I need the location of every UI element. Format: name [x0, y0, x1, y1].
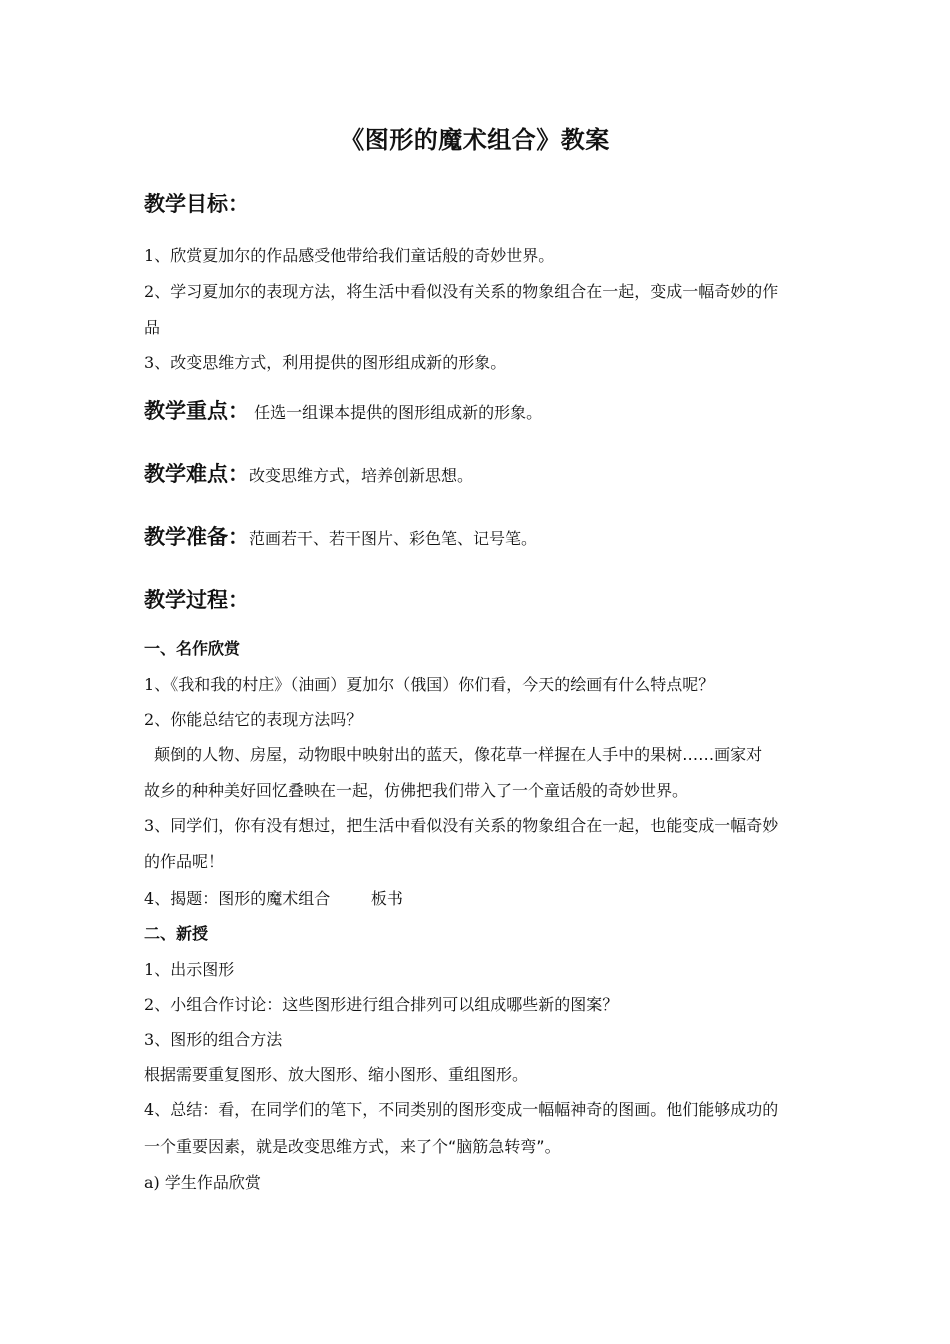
objectives-heading: 教学目标： [144, 192, 249, 216]
document-title: 《图形的魔术组合》教案 [340, 126, 610, 154]
section1-line: 故乡的种种美好回忆叠映在一起，仿佛把我们带入了一个童话般的奇妙世界。 [144, 781, 689, 800]
section2-line: 3、图形的组合方法 [144, 1030, 283, 1049]
difficulty-row [144, 458, 473, 492]
difficulty-text: 改变思维方式，培养创新思想。 [249, 466, 474, 485]
section2-line: 根据需要重复图形、放大图形、缩小图形、重组图形。 [144, 1065, 529, 1084]
preparation-text: 范画若干、若干图片、彩色笔、记号笔。 [249, 529, 538, 548]
section1-line: 4、揭题：图形的魔术组合 板书 [144, 889, 403, 908]
section1-line: 的作品呢！ [144, 852, 225, 871]
section2-line: 一个重要因素，就是改变思维方式，来了个“脑筋急转弯”。 [144, 1137, 561, 1156]
preparation-heading: 教学准备： [144, 525, 249, 549]
difficulty-heading: 教学难点： [144, 462, 249, 486]
section1-heading: 一、名作欣赏 [144, 639, 241, 658]
section2-line: 2、小组合作讨论：这些图形进行组合排列可以组成哪些新的图案？ [144, 995, 619, 1014]
key-point-row [144, 395, 542, 429]
section1-line: 1、《我和我的村庄》（油画）夏加尔（俄国）你们看，今天的绘画有什么特点呢？ [144, 675, 715, 694]
preparation-row [144, 521, 537, 555]
objective-item: 1、欣赏夏加尔的作品感受他带给我们童话般的奇妙世界。 [144, 246, 555, 265]
section2-heading: 二、新授 [144, 924, 209, 943]
section2-line: 1、出示图形 [144, 960, 235, 979]
objective-item-continuation: 品 [144, 318, 161, 337]
section2-line: a) 学生作品欣赏 [144, 1173, 261, 1192]
objective-item: 3、改变思维方式，利用提供的图形组成新的形象。 [144, 353, 507, 372]
objective-item: 2、学习夏加尔的表现方法，将生活中看似没有关系的物象组合在一起，变成一幅奇妙的作 [144, 282, 779, 301]
section2-line: 4、总结：看，在同学们的笔下，不同类别的图形变成一幅幅神奇的图画。他们能够成功的 [144, 1100, 779, 1119]
key-point-text: 任选一组课本提供的图形组成新的形象。 [249, 403, 543, 422]
key-point-heading: 教学重点： [144, 399, 249, 423]
section1-line: 3、同学们，你有没有想过，把生活中看似没有关系的物象组合在一起，也能变成一幅奇妙 [144, 816, 779, 835]
section1-line: 2、你能总结它的表现方法吗？ [144, 710, 363, 729]
process-heading: 教学过程： [144, 588, 249, 612]
section1-line: 颠倒的人物、房屋，动物眼中映射出的蓝天，像花草一样握在人手中的果树……画家对 [144, 745, 763, 764]
